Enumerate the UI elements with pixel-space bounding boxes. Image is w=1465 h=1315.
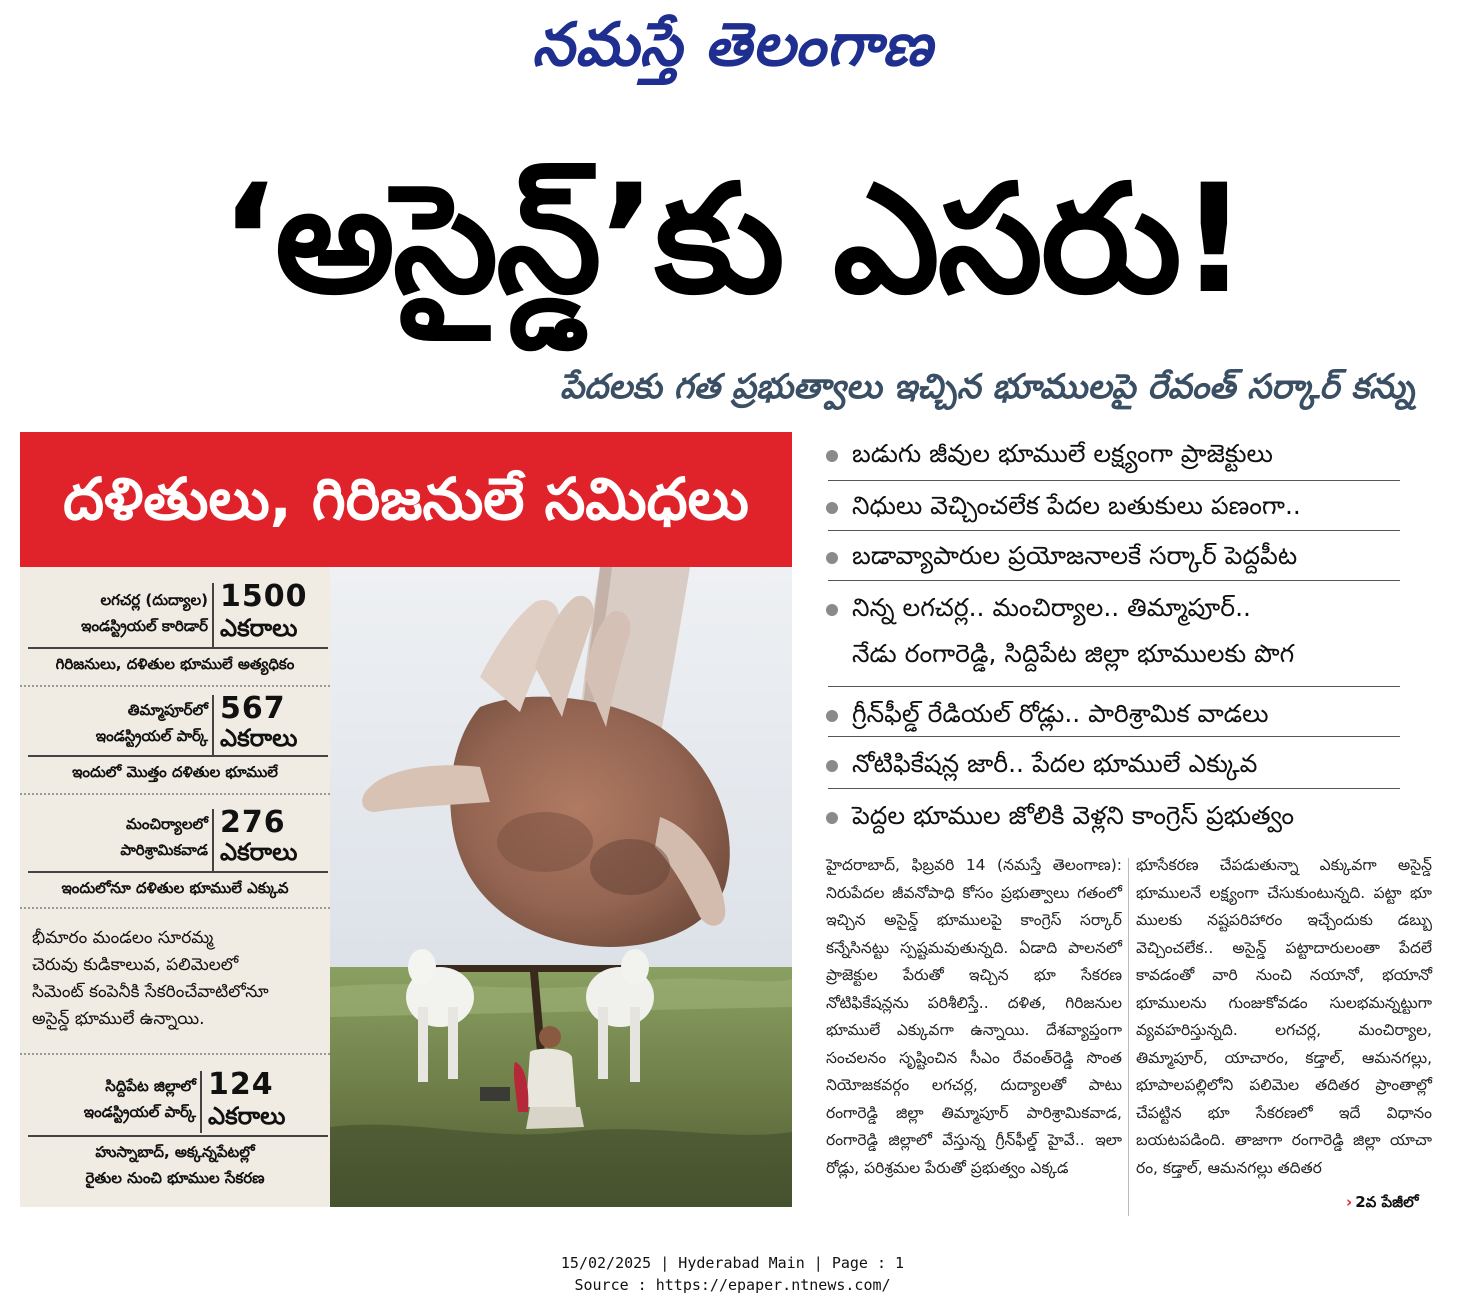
- stat-acres: 124: [208, 1067, 274, 1102]
- bullet-text: నోటిఫికేషన్ల జారీ.. పేదల భూములే ఎక్కువ: [852, 749, 1258, 778]
- side-note-line: చెరువు కుడికాలువ, పలిమెలలో: [32, 955, 239, 975]
- stat-unit: ఎకరాలు: [208, 1102, 286, 1130]
- bullet-dot: [826, 760, 838, 772]
- stat-note: గిరిజనులు, దళితుల భూములే అత్యధికం: [55, 655, 295, 673]
- bullet-dot: [826, 450, 838, 462]
- stat-unit: ఎకరాలు: [220, 838, 298, 866]
- subheadline: పేదలకు గత ప్రభుత్వాలు ఇచ్చిన భూములపై రేవంత్ సర్కార్ కన్ను: [560, 367, 1415, 407]
- divider: [28, 647, 328, 649]
- dotted-divider: [20, 793, 330, 795]
- stat-note: రైతుల నుంచి భూముల సేకరణ: [85, 1169, 265, 1187]
- divider: [28, 871, 328, 873]
- stat-place-line2: ఇండస్ట్రియల్ కారిడార్: [81, 617, 208, 635]
- side-note-line: సిమెంట్ కంపెనీకి సేకరించేవాటిలోనూ: [32, 982, 269, 1002]
- bullet-text: నిన్న లగచర్ల.. మంచిర్యాల.. తిమ్మాపూర్..: [852, 593, 1251, 622]
- bullet-dot: [826, 812, 838, 824]
- divider: [828, 788, 1400, 789]
- illustration-hand-over-farmer: [330, 567, 792, 1207]
- chevron-right-icon: ›: [1346, 1193, 1353, 1211]
- bullet-text: పెద్దల భూముల జోలికి వెళ్లని కాంగ్రెస్ ప్రభుత్వం: [852, 801, 1295, 830]
- side-note-line: అసైన్డ్ భూములే ఉన్నాయి.: [32, 1009, 205, 1029]
- divider: [828, 480, 1400, 481]
- divider: [828, 736, 1400, 737]
- red-banner: [20, 432, 792, 567]
- divider: [212, 809, 214, 871]
- divider: [28, 755, 328, 757]
- side-note: [32, 925, 322, 1033]
- newspaper-masthead: నమస్తే తెలంగాణ: [531, 10, 934, 80]
- column-divider: [1128, 858, 1129, 1216]
- continued-on-page-link[interactable]: [1346, 1193, 1419, 1215]
- stat-note: హుస్నాబాద్, అక్కన్నపేటల్లో: [95, 1143, 255, 1161]
- bullet-dot: [826, 502, 838, 514]
- article-column-2: భూసేకరణ చేపడుతున్నా ఎక్కువగా అసైన్డ్ భూములనే లక్ష్యంగా చేసుకుంటున్నది. పట్టా భూ ములకు నష్టపరిహారం ఇచ్చేందుకు డబ్బు వెచ్చించలేక.. అసైన్డ్ పట్టాదారులంతా పేదలే కావడంతో వారి నుంచి నయానో, భయానో భూములను గుంజుకోవడం సులభమన్నట్టుగా వ్యవహరిస్తున్నది. లగచర్ల, మంచిర్యాల, తిమ్మాపూర్, యాచారం, కడ్తాల్, ఆమనగల్లు, భూపాలపల్లిలోని పలిమెల తదితర ప్రాంతాల్లో చేపట్టిన భూ సేకరణలో ఇదే విధానం బయటపడింది. తాజాగా రంగారెడ్డి జిల్లా యాచా రం, కడ్తాల్, ఆమనగల్లు తదితర: [1136, 856, 1432, 1177]
- bullet-text: బడావ్యాపారుల ప్రయోజనాలకే సర్కార్ పెద్దపీట: [852, 541, 1298, 570]
- side-note-line: భీమారం మండలం సూరమ్మ: [32, 928, 214, 948]
- stats-panel: [20, 567, 330, 1207]
- footer-edition-info: 15/02/2025 | Hyderabad Main | Page : 1: [560, 1254, 905, 1272]
- stat-acres: 276: [220, 805, 286, 840]
- bullet-text: నేడు రంగారెడ్డి, సిద్దిపేట జిల్లా భూములకు పొగ: [852, 639, 1295, 668]
- stat-acres: 1500: [220, 579, 308, 614]
- bullet-dot: [826, 604, 838, 616]
- footer-source-link[interactable]: Source : https://epaper.ntnews.com/: [574, 1276, 891, 1294]
- stat-note: ఇందులోనూ దళితుల భూములే ఎక్కువ: [61, 879, 289, 897]
- stat-place-line1: లగచర్ల (దుద్యాల): [100, 591, 208, 609]
- banner-text: దళితులు, గిరిజనులే సమిధలు: [63, 465, 749, 533]
- bullet-text: నిధులు వెచ్చించలేక పేదల బతుకులు పణంగా..: [852, 491, 1301, 520]
- divider: [828, 530, 1400, 531]
- bullet-text: బడుగు జీవుల భూములే లక్ష్యంగా ప్రాజెక్టులు: [852, 439, 1273, 468]
- stat-place-line1: తిమ్మాపూర్‌లో: [127, 701, 208, 719]
- stat-note: ఇందులో మొత్తం దళితుల భూములే: [72, 763, 278, 781]
- dotted-divider: [20, 907, 330, 909]
- divider: [200, 1071, 202, 1133]
- dotted-divider: [20, 685, 330, 687]
- divider: [212, 583, 214, 647]
- continued-label: 2వ పేజీలో: [1355, 1193, 1419, 1211]
- stat-acres: 567: [220, 691, 286, 726]
- stat-unit: ఎకరాలు: [220, 724, 298, 752]
- bullet-dot: [826, 710, 838, 722]
- divider: [28, 1135, 328, 1137]
- divider: [828, 686, 1400, 687]
- stat-place-line2: ఇండస్ట్రియల్ పార్క్: [83, 1103, 196, 1121]
- bullet-dot: [826, 552, 838, 564]
- illustration-svg: [330, 567, 792, 1207]
- dotted-divider: [20, 1053, 330, 1055]
- stat-place-line1: సిద్దిపేట జిల్లాలో: [105, 1077, 196, 1095]
- divider: [828, 580, 1400, 581]
- stat-place-line2: ఇండస్ట్రియల్ పార్క్: [95, 727, 208, 745]
- stat-unit: ఎకరాలు: [220, 614, 298, 642]
- bullet-text: గ్రీన్‌ఫీల్డ్ రేడియల్ రోడ్లు.. పారిశ్రామిక వాడలు: [852, 699, 1269, 728]
- article-column-1: హైదరాబాద్, ఫిబ్రవరి 14 (నమస్తే తెలంగాణ): నిరుపేదల జీవనోపాధి కోసం ప్రభుత్వాలు గతంలో ఇచ్చిన అసైన్డ్ భూములపై కాంగ్రెస్ సర్కార్ కన్నేసినట్టు స్పష్టమవుతున్నది. ఏడాది పాలనలో ప్రాజెక్టుల పేరుతో ఇచ్చిన భూ సేకరణ నోటిఫికేషన్లను పరిశీలిస్తే.. దళిత, గిరిజనుల భూములే ఎక్కువగా ఉన్నాయి. దేశవ్యాప్తంగా సంచలనం సృష్టించిన సీఎం రేవంత్‌రెడ్డి సొంత నియోజకవర్గం లగచర్ల, దుద్యాలతో పాటు రంగారెడ్డి జిల్లా తిమ్మాపూర్ పారిశ్రామికవాడ, రంగారెడ్డి జిల్లాలో వేస్తున్న గ్రీన్‌ఫీల్డ్ హైవే.. ఇలా రోడ్లు, పరిశ్రమల పేరుతో ప్రభుత్వం ఎక్కడ: [826, 856, 1122, 1177]
- stat-place-line1: మంచిర్యాలలో: [126, 815, 208, 833]
- main-headline: ‘అసైన్డ్’కు ఎసరు!: [219, 153, 1247, 327]
- stat-place-line2: పారిశ్రామికవాడ: [120, 841, 208, 859]
- divider: [212, 695, 214, 755]
